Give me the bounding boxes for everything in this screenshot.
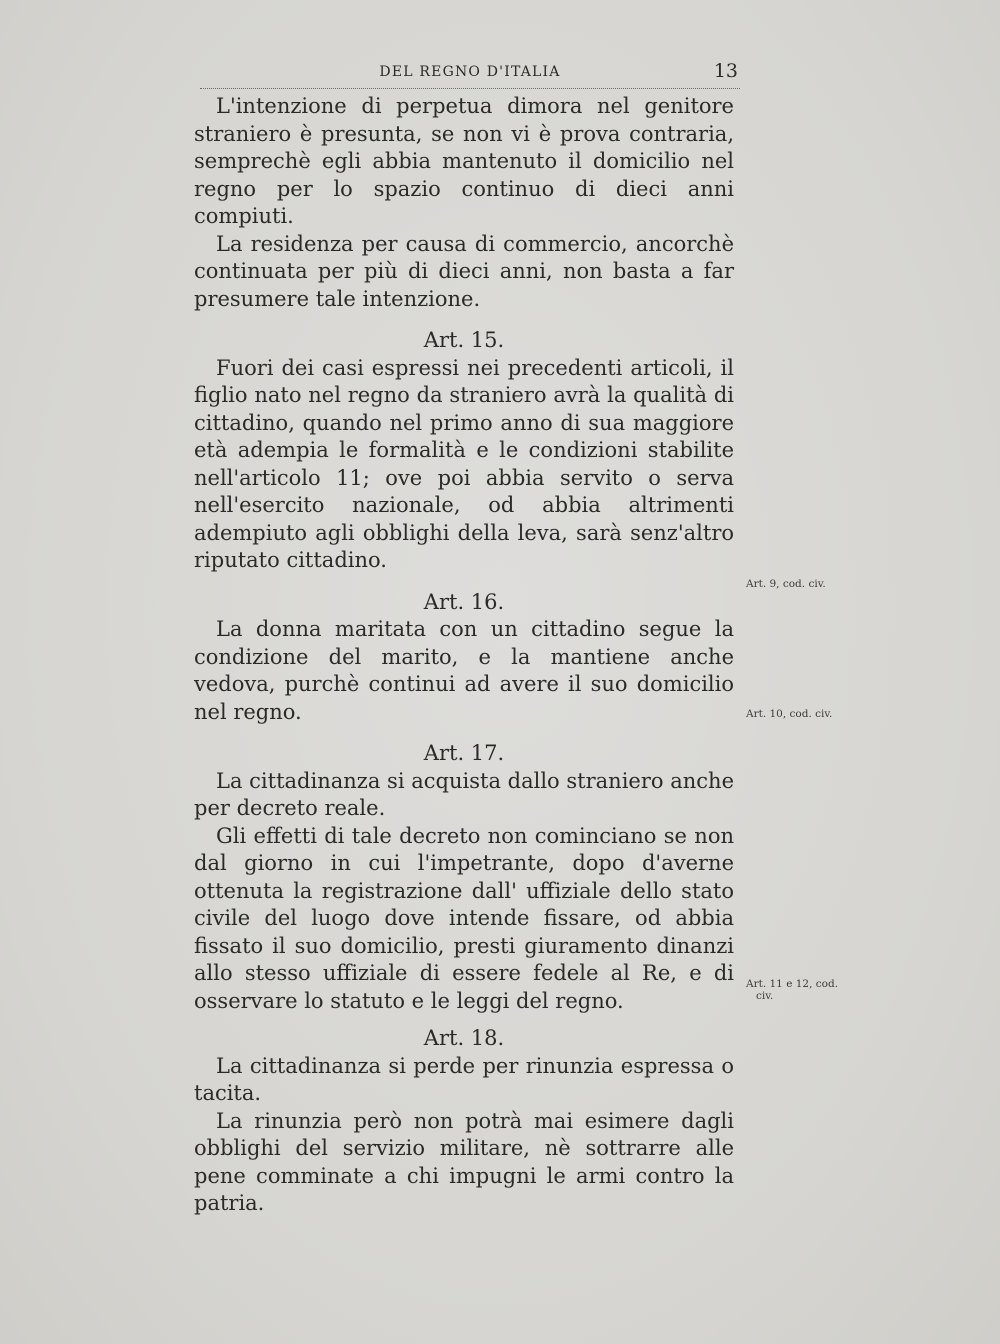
margin-note-art-16: Art. 9, cod. civ. (746, 578, 826, 590)
margin-note-art-17: Art. 10, cod. civ. (746, 708, 833, 720)
paragraph-intent: L'intenzione di perpetua dimora nel genitore straniero è presunta, se non vi è prova contraria, semprechè egli abbia mantenuto il domicilio nel regno per lo spazio continuo di dieci anni compiuti. (194, 94, 734, 228)
margin-note-art-18 (746, 978, 838, 1002)
article-17-heading: Art. 17. (423, 741, 505, 765)
article-18-heading: Art. 18. (423, 1026, 505, 1050)
article-16-text: La donna maritata con un cittadino segue la condizione del marito, e la mantiene anche vedova, purchè continui ad avere il suo domicilio nel regno. (194, 617, 734, 724)
article-18-text: La cittadinanza si perde per rinunzia espressa o tacita. (194, 1053, 734, 1105)
margin-note-art-18-line1: Art. 11 e 12, cod. (746, 978, 839, 990)
running-head (200, 58, 740, 89)
article-15-text: Fuori dei casi espressi nei precedenti articoli, il figlio nato nel regno da straniero avrà la qualità di cittadino, quando nel primo anno di sua maggiore età adempia le formalità e le condizioni stabilite nell'articolo 11; ove poi abbia servito o serva nell'esercito nazionale, od abbia altrimenti adempiuto agli obblighi della leva, sarà senz'altro riputato cittadino. (194, 355, 734, 572)
article-15-heading: Art. 15. (423, 328, 505, 352)
paragraph-residence: La residenza per causa di commercio, ancorchè continuata per più di dieci anni, non basta a far presumere tale intenzione. (194, 231, 734, 311)
article-16-heading: Art. 16. (423, 589, 505, 614)
main-text (194, 93, 734, 1218)
margin-note-art-18-line2: civ. (756, 990, 774, 1002)
article-17-text: La cittadinanza si acquista dallo straniero anche per decreto reale. (194, 768, 734, 820)
running-title: DEL REGNO D'ITALIA (379, 64, 561, 80)
article-17-text-continued: Gli effetti di tale decreto non cominciano se non dal giorno in cui l'impetrante, dopo d'averne ottenuta la registrazione dall' uffiziale dello stato civile del luogo dove intende fissare, od abbia fissato il suo domicilio, presti giuramento dinanzi allo stesso uffiziale di essere fedele al Re, e di osservare lo statuto e le leggi del regno. (194, 823, 734, 1013)
article-18-text-continued: La rinunzia però non potrà mai esimere dagli obblighi del servizio militare, nè sottrarre alle pene comminate a chi impugni le armi contro la patria. (194, 1108, 734, 1215)
page-number: 13 (713, 60, 738, 82)
